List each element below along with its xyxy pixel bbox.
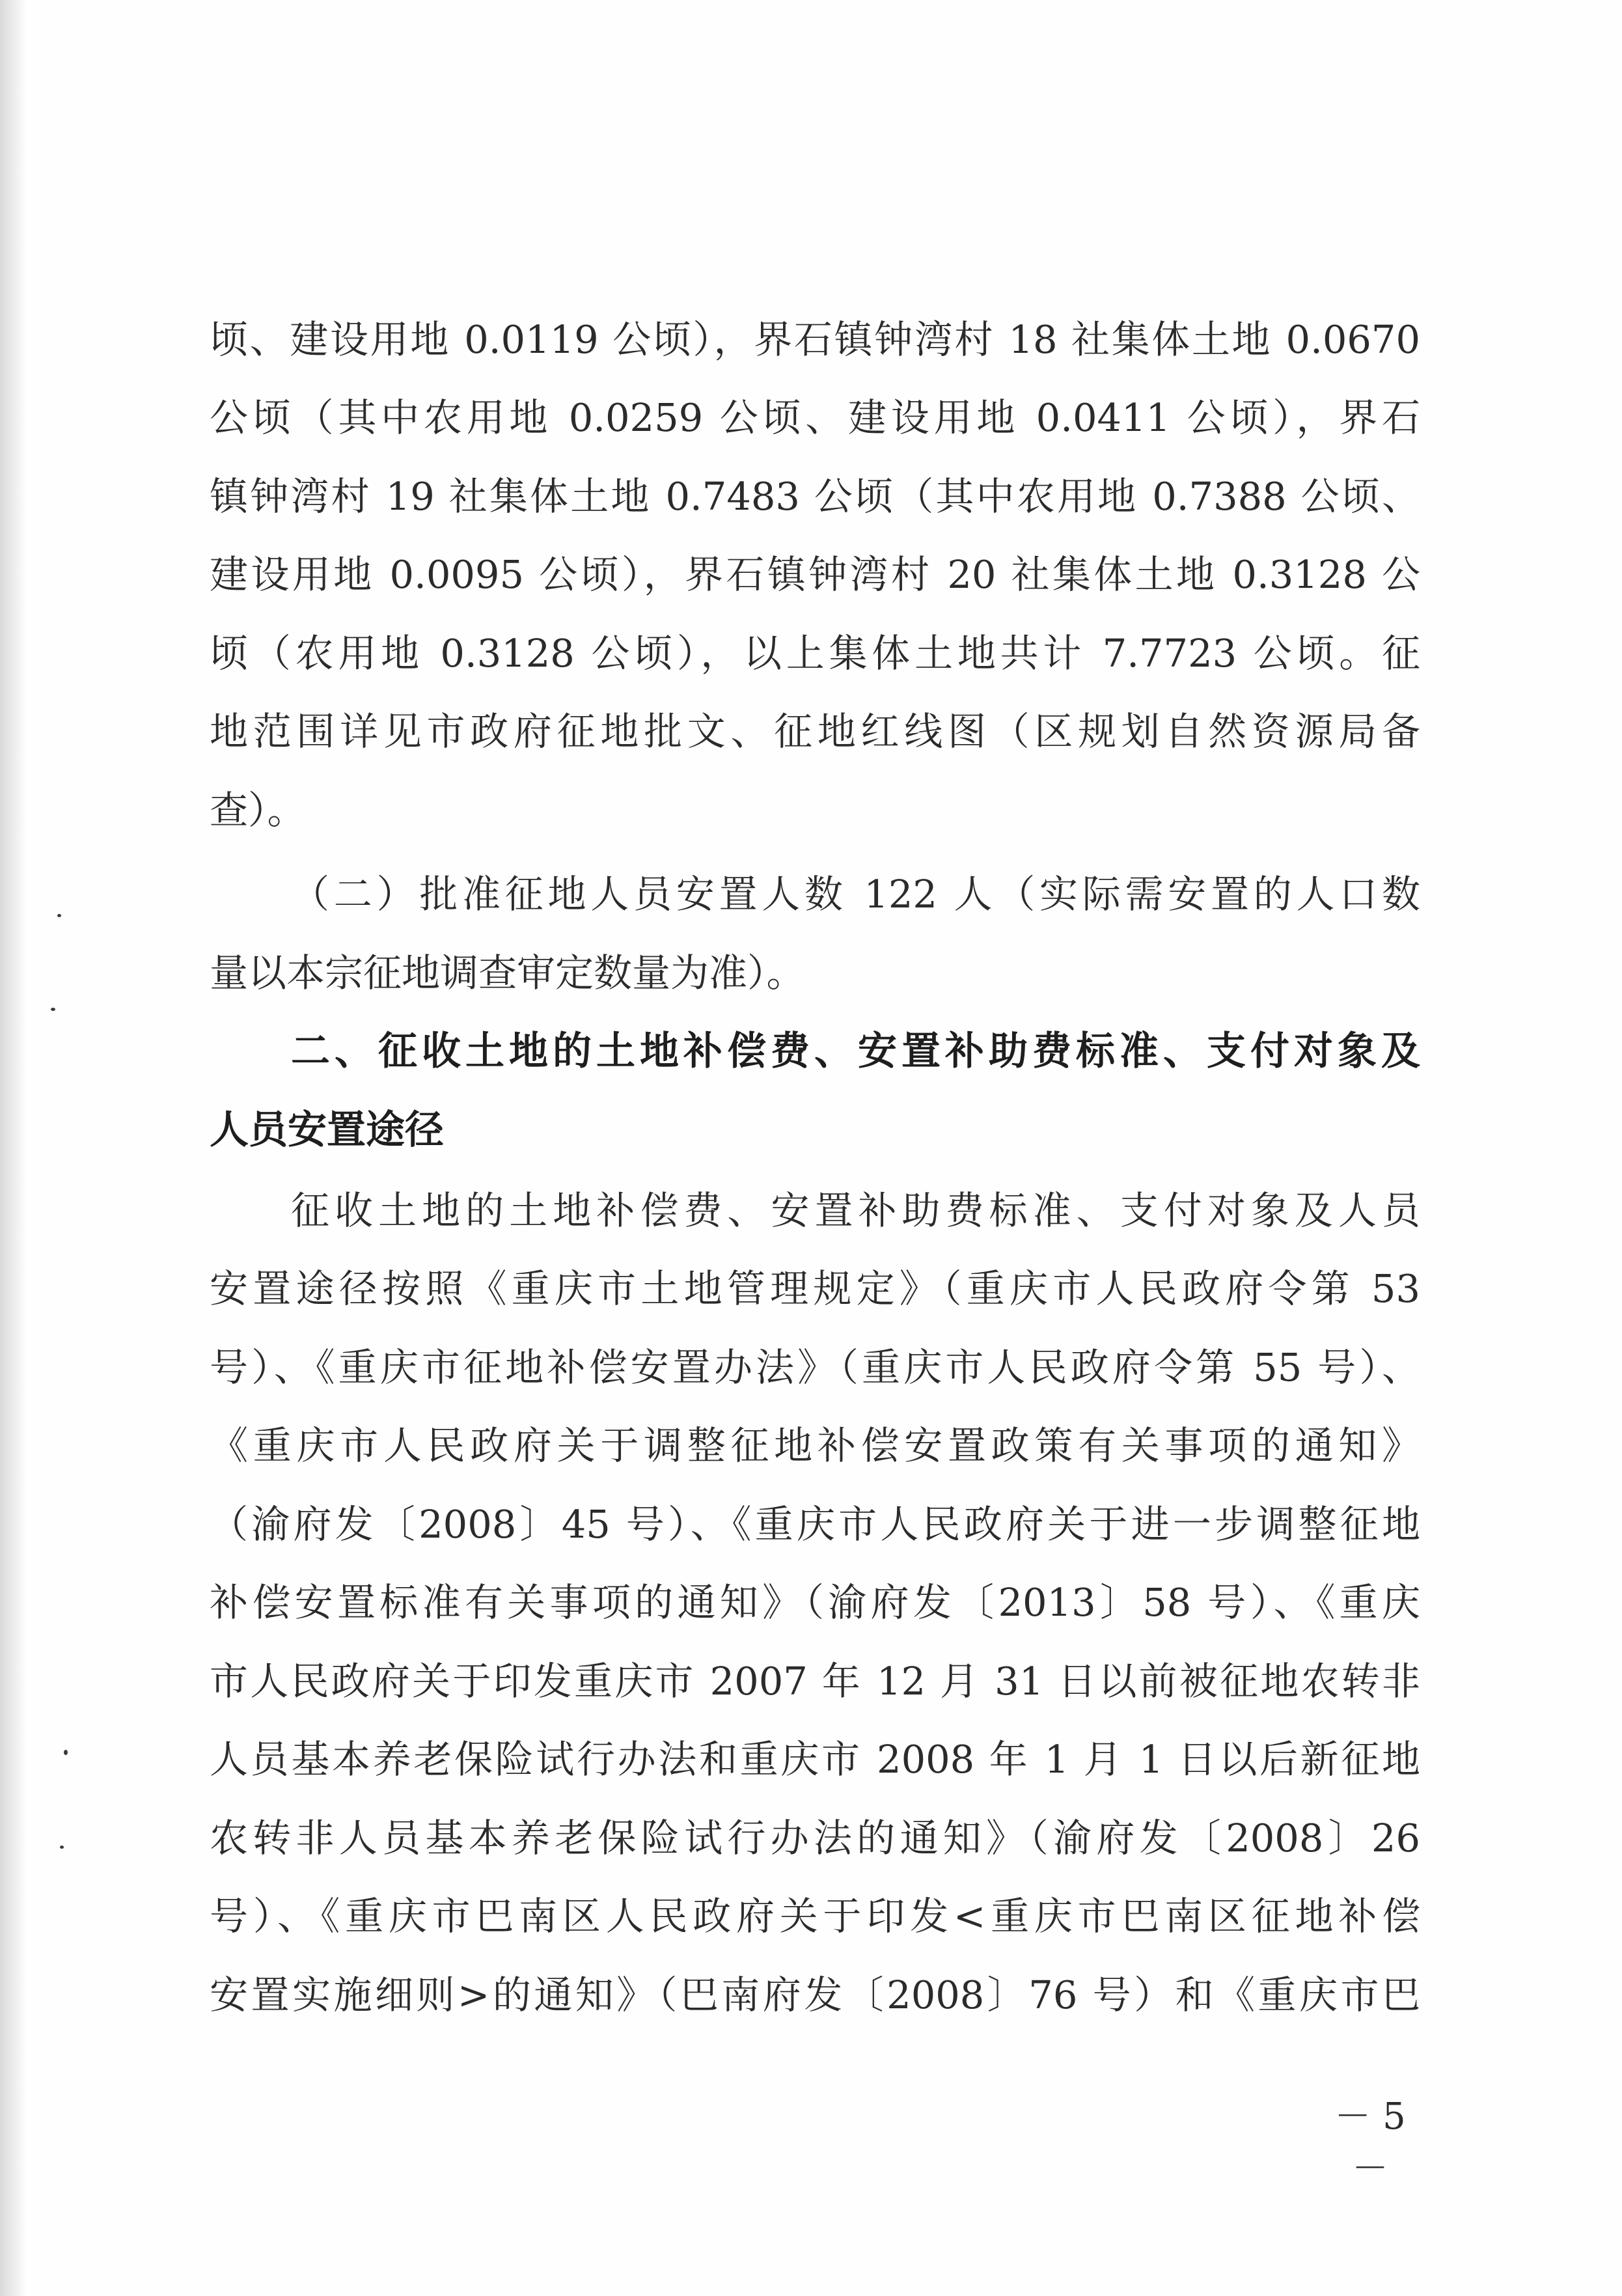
text-line: 量以本宗征地调查审定数量为准）。: [210, 950, 805, 995]
text-line: 查）。: [210, 788, 306, 833]
text-line: 建设用地 0.0095 公顷），界石镇钟湾村 20 社集体土地 0.3128 公: [210, 552, 1420, 597]
text-line: 顷（农用地 0.3128 公顷），以上集体土地共计 7.7723 公顷。征: [210, 631, 1420, 676]
text-line: 公顷（其中农用地 0.0259 公顷、建设用地 0.0411 公顷），界石: [210, 395, 1420, 440]
text-line: 安置途径按照《重庆市土地管理规定》（重庆市人民政府令第 53: [210, 1266, 1420, 1311]
text-line: 补偿安置标准有关事项的通知》（渝府发〔2013〕58 号）、《重庆: [210, 1580, 1420, 1625]
scan-speck: [51, 1008, 55, 1011]
text-line: 《重庆市人民政府关于调整征地补偿安置政策有关事项的通知》: [210, 1423, 1420, 1468]
text-line: 号）、《重庆市征地补偿安置办法》（重庆市人民政府令第 55 号）、: [210, 1345, 1420, 1390]
text-line: 号）、《重庆市巴南区人民政府关于印发<重庆市巴南区征地补偿: [210, 1894, 1420, 1939]
text-line: 人员基本养老保险试行办法和重庆市 2008 年 1 月 1 日以后新征地: [210, 1737, 1420, 1782]
scan-edge-shadow: [0, 0, 26, 2296]
text-line: 农转非人员基本养老保险试行办法的通知》（渝府发〔2008〕26: [210, 1816, 1420, 1860]
text-line: 安置实施细则>的通知》（巴南府发〔2008〕76 号）和《重庆市巴: [210, 1972, 1420, 2017]
text-line: 顷、建设用地 0.0119 公顷），界石镇钟湾村 18 社集体土地 0.0670: [210, 317, 1420, 362]
section-heading-continued: 人员安置途径: [210, 1107, 444, 1153]
scan-speck: [57, 914, 61, 917]
paragraph-first-line: 征收土地的土地补偿费、安置补助费标准、支付对象及人员: [291, 1188, 1420, 1233]
text-line: 市人民政府关于印发重庆市 2007 年 12 月 31 日以前被征地农转非: [210, 1659, 1420, 1704]
page-number: － 5 －: [1334, 2095, 1406, 2190]
text-line: 镇钟湾村 19 社集体土地 0.7483 公顷（其中农用地 0.7388 公顷、: [210, 474, 1420, 519]
text-line: 地范围详见市政府征地批文、征地红线图（区规划自然资源局备: [210, 709, 1420, 754]
text-line: （渝府发〔2008〕45 号）、《重庆市人民政府关于进一步调整征地: [210, 1502, 1420, 1547]
scan-speck: [60, 1846, 64, 1849]
scan-speck: [64, 1750, 68, 1755]
section-heading: 二、征收土地的土地补偿费、安置补助费标准、支付对象及: [291, 1029, 1420, 1074]
paragraph-first-line: （二）批准征地人员安置人数 122 人（实际需安置的人口数: [291, 872, 1420, 917]
